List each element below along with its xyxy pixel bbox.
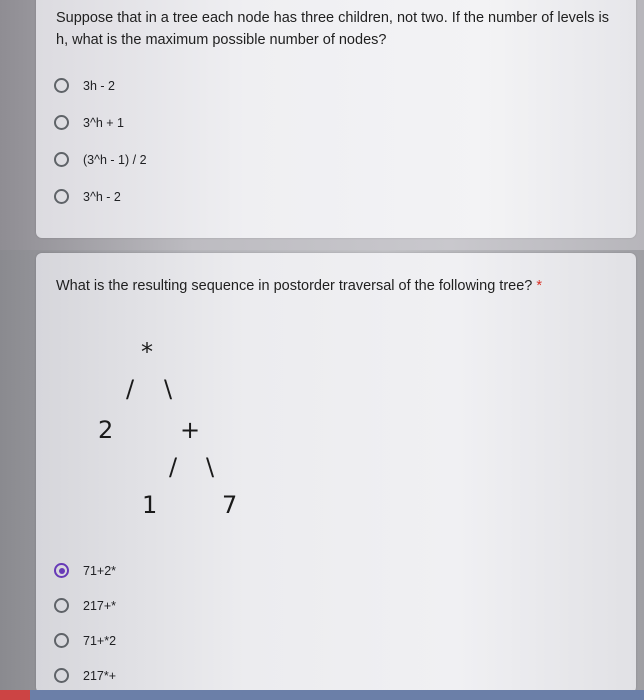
option-label: 3^h + 1 <box>83 115 124 130</box>
q1-option-2[interactable] <box>54 115 124 130</box>
option-label: 217*+ <box>83 668 117 683</box>
q2-option-2[interactable] <box>54 598 116 613</box>
option-label: 71+2* <box>83 563 117 578</box>
radio-button[interactable] <box>54 598 69 613</box>
radio-button-selected[interactable] <box>54 563 69 578</box>
option-label: 3h - 2 <box>83 78 115 93</box>
radio-button[interactable] <box>54 78 69 93</box>
q2-option-1[interactable] <box>54 563 116 578</box>
radio-button[interactable] <box>54 189 69 204</box>
tree-left-child: 2 <box>98 416 114 444</box>
required-mark: * <box>536 278 543 294</box>
taskbar-red-corner <box>0 690 30 700</box>
q2-option-3[interactable] <box>54 633 116 648</box>
radio-button[interactable] <box>54 115 69 130</box>
option-label: 3^h - 2 <box>83 189 121 204</box>
question-2-label: What is the resulting sequence in postorder traversal of the following tree? <box>56 278 533 294</box>
question-card-2 <box>36 253 636 693</box>
question-card-1 <box>36 0 636 238</box>
tree-diagram <box>36 253 636 553</box>
radio-button[interactable] <box>54 633 69 648</box>
question-1-text: Suppose that in a tree each node has three children, not two. If the number of levels is h, what is the maximum possible number of nodes? <box>56 10 609 48</box>
tree-right-edge: \ <box>164 375 173 403</box>
tree-right-right-edge: \ <box>206 453 215 481</box>
q1-option-1[interactable] <box>54 78 115 93</box>
option-label: 217+* <box>83 598 117 613</box>
tree-right-right-child: 7 <box>222 491 238 519</box>
q1-option-4[interactable] <box>54 189 121 204</box>
q1-option-3[interactable] <box>54 152 147 167</box>
taskbar-strip <box>0 690 644 700</box>
tree-root-node: * <box>141 338 153 366</box>
option-label: (3^h - 1) / 2 <box>83 152 147 167</box>
tree-right-child: + <box>180 416 201 444</box>
radio-button[interactable] <box>54 668 69 683</box>
radio-button[interactable] <box>54 152 69 167</box>
q2-option-4[interactable] <box>54 668 116 683</box>
tree-left-edge: / <box>126 375 135 403</box>
tree-right-left-child: 1 <box>142 491 158 519</box>
tree-right-left-edge: / <box>169 453 178 481</box>
option-label: 71+*2 <box>83 633 117 648</box>
